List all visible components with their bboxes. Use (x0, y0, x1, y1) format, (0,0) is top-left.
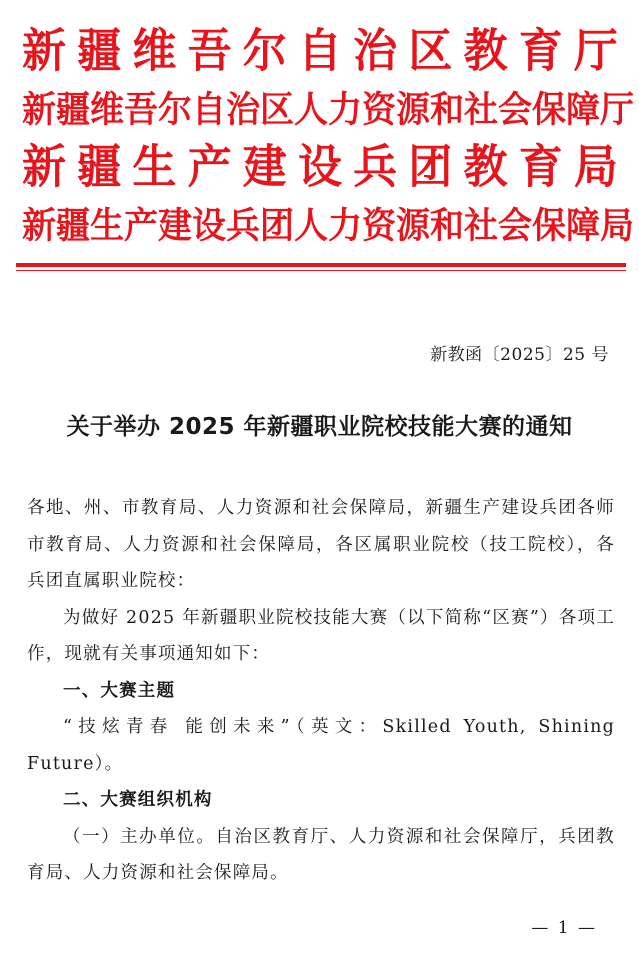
header-char: 障 (566, 89, 600, 131)
header-char: 吾 (124, 89, 158, 131)
header-char: 人 (294, 205, 328, 247)
header-char: 自 (192, 89, 226, 131)
header-char: 疆 (77, 24, 122, 79)
header-char: 教 (463, 24, 508, 79)
header-line-3 (22, 139, 618, 198)
header-char: 生 (90, 205, 124, 247)
header-char: 厅 (573, 24, 618, 79)
header-char: 建 (158, 205, 192, 247)
header-char: 治 (353, 24, 398, 79)
header-char: 疆 (77, 140, 122, 195)
header-char: 疆 (56, 89, 90, 131)
header-char: 产 (187, 140, 232, 195)
header-char: 和 (430, 205, 464, 247)
header-char: 团 (408, 140, 453, 195)
header-line-4 (22, 197, 634, 256)
page-number: — 1 — (531, 918, 597, 938)
header-char: 产 (124, 205, 158, 247)
header-char: 保 (532, 205, 566, 247)
document-body (27, 490, 615, 892)
header-char: 新 (22, 89, 56, 131)
header-char: 社 (464, 89, 498, 131)
header-char: 会 (498, 89, 532, 131)
header-char: 力 (328, 205, 362, 247)
header-char: 新 (22, 24, 66, 79)
header-char: 育 (518, 140, 563, 195)
header-line-1 (22, 23, 618, 82)
header-char: 育 (518, 24, 563, 79)
header-char: 吾 (187, 24, 232, 79)
intro-paragraph: 为做好 2025 年新疆职业院校技能大赛（以下简称“区赛”）各项工作，现就有关事项通知如下： (27, 607, 615, 664)
header-char: 局 (600, 205, 634, 247)
header-char: 和 (430, 89, 464, 131)
header-char: 社 (464, 205, 498, 247)
header-char: 障 (566, 205, 600, 247)
header-char: 建 (242, 140, 287, 195)
section-1-text: “技炫青春 能创未来”（英文：Skilled Youth, Shining Future）。 (27, 717, 615, 774)
header-char: 区 (260, 89, 294, 131)
header-char: 新 (22, 140, 66, 195)
header-char: 保 (532, 89, 566, 131)
header-char: 疆 (56, 205, 90, 247)
header-char: 设 (192, 205, 226, 247)
header-char: 尔 (158, 89, 192, 131)
header-char: 资 (362, 205, 396, 247)
header-char: 人 (294, 89, 328, 131)
document-title: 关于举办 2025 年新疆职业院校技能大赛的通知 (66, 414, 573, 440)
header-char: 力 (328, 89, 362, 131)
recipients-paragraph: 各地、州、市教育局、人力资源和社会保障局，新疆生产建设兵团各师市教育局、人力资源和社会保障局，各区属职业院校（技工院校），各兵团直属职业院校： (27, 498, 615, 591)
header-divider-thin (16, 270, 626, 271)
header-char: 源 (396, 89, 430, 131)
section-2-text: （一）主办单位。自治区教育厅、人力资源和社会保障厅，兵团教育局、人力资源和社会保障局。 (27, 826, 615, 883)
header-line-2 (22, 81, 634, 140)
header-char: 自 (297, 24, 342, 79)
header-char: 维 (90, 89, 124, 131)
header-char: 设 (297, 140, 342, 195)
header-char: 生 (132, 140, 177, 195)
header-char: 团 (260, 205, 294, 247)
header-char: 治 (226, 89, 260, 131)
section-1-heading: 一、大赛主题 (63, 680, 176, 701)
header-char: 资 (362, 89, 396, 131)
header-char: 兵 (226, 205, 260, 247)
header-char: 局 (573, 140, 618, 195)
header-char: 教 (463, 140, 508, 195)
header-char: 维 (132, 24, 177, 79)
header-char: 兵 (353, 140, 398, 195)
document-number: 新教函〔2025〕25 号 (430, 345, 609, 365)
header-char: 会 (498, 205, 532, 247)
section-2-heading: 二、大赛组织机构 (63, 790, 213, 810)
header-char: 厅 (600, 89, 634, 131)
header-char: 源 (396, 205, 430, 247)
header-char: 新 (22, 205, 56, 247)
header-char: 尔 (242, 24, 287, 79)
header-char: 区 (408, 24, 453, 79)
header-divider-thick (16, 263, 626, 267)
